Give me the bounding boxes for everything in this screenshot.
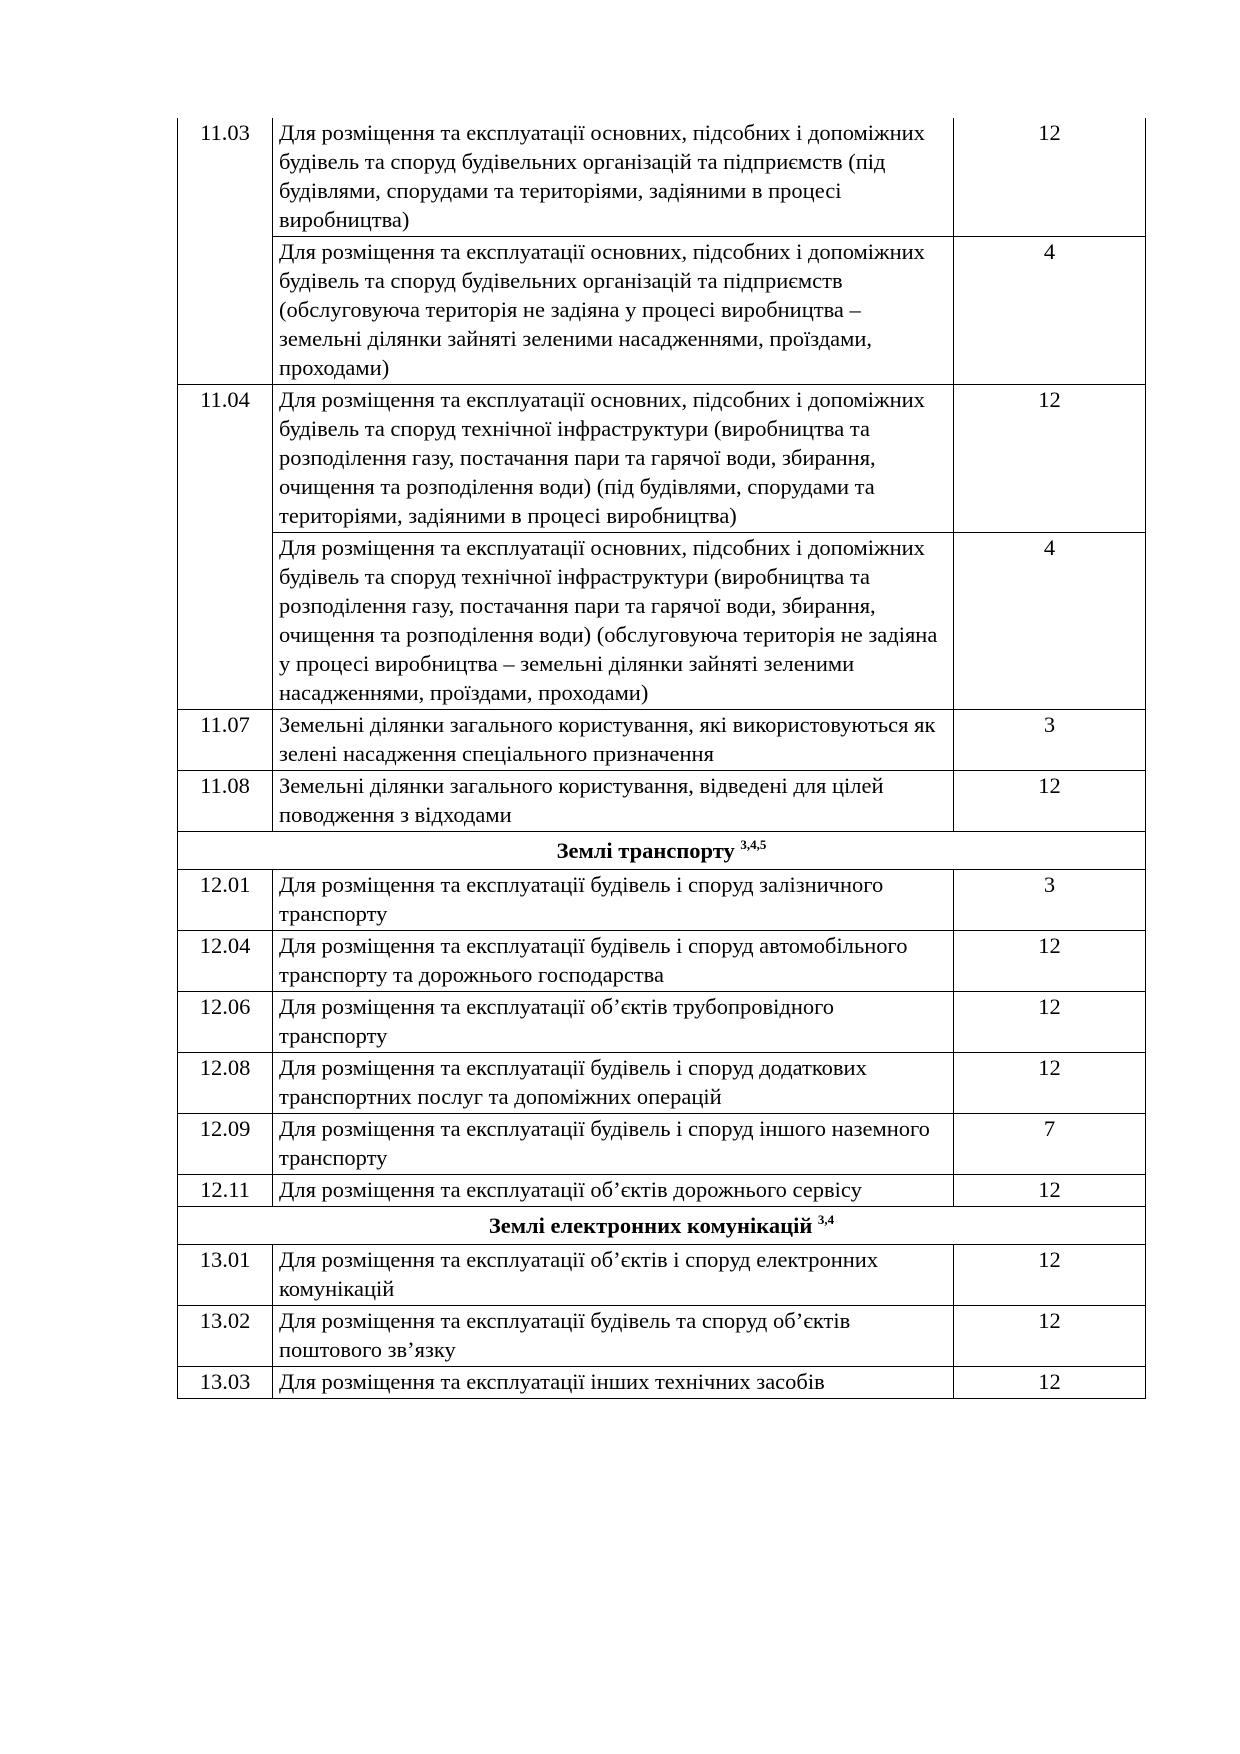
land-purpose-cell: Для розміщення та експлуатації основних, підсобних і допоміжних будівель та споруд будівельних організацій та підприємств (обслуговуюча територія не задіяна у процесі виробництва – земельні ділянки зайняті зеленими насадженнями, проїздами, проходами) [273, 237, 954, 385]
land-code-cell: 12.09 [178, 1114, 273, 1175]
land-purpose-cell: Для розміщення та експлуатації будівель і споруд автомобільного транспорту та дорожнього господарства [273, 931, 954, 992]
table-row [178, 931, 1146, 992]
land-purpose-cell: Для розміщення та експлуатації будівель і споруд іншого наземного транспорту [273, 1114, 954, 1175]
rate-cell: 4 [954, 237, 1146, 385]
rate-cell: 12 [954, 992, 1146, 1053]
section-header-row [178, 1207, 1146, 1245]
land-purpose-cell: Для розміщення та експлуатації об’єктів і споруд електронних комунікацій [273, 1245, 954, 1306]
table-row [178, 992, 1146, 1053]
land-purpose-cell: Для розміщення та експлуатації основних, підсобних і допоміжних будівель та споруд технічної інфраструктури (виробництва та розподілення газу, постачання пари та гарячої води, збирання, очищення та розподілення води) (обслуговуюча територія не задіяна у процесі виробництва – земельні ділянки зайняті зеленими насадженнями, проїздами, проходами) [273, 533, 954, 710]
land-purpose-cell: Для розміщення та експлуатації інших технічних засобів [273, 1367, 954, 1399]
land-code-cell: 11.03 [178, 118, 273, 385]
land-code-cell: 13.01 [178, 1245, 273, 1306]
rate-cell: 12 [954, 118, 1146, 237]
rate-cell: 12 [954, 1175, 1146, 1207]
rate-cell: 3 [954, 870, 1146, 931]
table-row [178, 237, 1146, 385]
land-code-cell: 13.02 [178, 1306, 273, 1367]
land-code-cell: 11.07 [178, 710, 273, 771]
table-row [178, 1114, 1146, 1175]
table-row [178, 710, 1146, 771]
land-purpose-cell: Земельні ділянки загального користування, які використовуються як зелені насадження спеціального призначення [273, 710, 954, 771]
table-row [178, 1367, 1146, 1399]
land-code-cell: 12.11 [178, 1175, 273, 1207]
land-purpose-cell: Для розміщення та експлуатації об’єктів трубопровідного транспорту [273, 992, 954, 1053]
rate-cell: 12 [954, 771, 1146, 832]
land-purpose-cell: Для розміщення та експлуатації будівель і споруд залізничного транспорту [273, 870, 954, 931]
rate-cell: 12 [954, 1367, 1146, 1399]
table-row [178, 533, 1146, 710]
table-row [178, 1245, 1146, 1306]
rate-cell: 7 [954, 1114, 1146, 1175]
section-title [178, 832, 1146, 870]
land-purpose-cell: Земельні ділянки загального користування, відведені для цілей поводження з відходами [273, 771, 954, 832]
land-code-cell: 13.03 [178, 1367, 273, 1399]
land-purpose-cell: Для розміщення та експлуатації основних, підсобних і допоміжних будівель та споруд будівельних організацій та підприємств (під будівлями, спорудами та територіями, задіяними в процесі виробництва) [273, 118, 954, 237]
rate-cell: 4 [954, 533, 1146, 710]
table-row [178, 1306, 1146, 1367]
land-purpose-cell: Для розміщення та експлуатації об’єктів дорожнього сервісу [273, 1175, 954, 1207]
rate-cell: 12 [954, 1245, 1146, 1306]
land-purpose-cell: Для розміщення та експлуатації будівель та споруд об’єктів поштового зв’язку [273, 1306, 954, 1367]
land-code-cell: 12.04 [178, 931, 273, 992]
section-title-text: Землі електронних комунікацій [488, 1213, 813, 1238]
rate-cell: 12 [954, 1306, 1146, 1367]
land-code-cell: 12.01 [178, 870, 273, 931]
land-code-cell: 11.08 [178, 771, 273, 832]
rate-cell: 12 [954, 1053, 1146, 1114]
section-title [178, 1207, 1146, 1245]
table-row [178, 118, 1146, 237]
land-purpose-cell: Для розміщення та експлуатації будівель і споруд додаткових транспортних послуг та допоміжних операцій [273, 1053, 954, 1114]
rate-cell: 3 [954, 710, 1146, 771]
land-rate-table [177, 118, 1146, 1399]
footnote-refs: 3,4 [817, 1212, 835, 1227]
land-code-cell: 12.08 [178, 1053, 273, 1114]
section-header-row [178, 832, 1146, 870]
land-code-cell: 11.04 [178, 385, 273, 710]
table-row [178, 1053, 1146, 1114]
footnote-refs: 3,4,5 [740, 837, 767, 852]
land-code-cell: 12.06 [178, 992, 273, 1053]
table-row [178, 385, 1146, 533]
land-purpose-cell: Для розміщення та експлуатації основних, підсобних і допоміжних будівель та споруд технічної інфраструктури (виробництва та розподілення газу, постачання пари та гарячої води, збирання, очищення та розподілення води) (під будівлями, спорудами та територіями, задіяними в процесі виробництва) [273, 385, 954, 533]
section-title-text: Землі транспорту [556, 838, 735, 863]
rate-cell: 12 [954, 931, 1146, 992]
table-row [178, 1175, 1146, 1207]
table-row [178, 870, 1146, 931]
table-row [178, 771, 1146, 832]
rate-cell: 12 [954, 385, 1146, 533]
